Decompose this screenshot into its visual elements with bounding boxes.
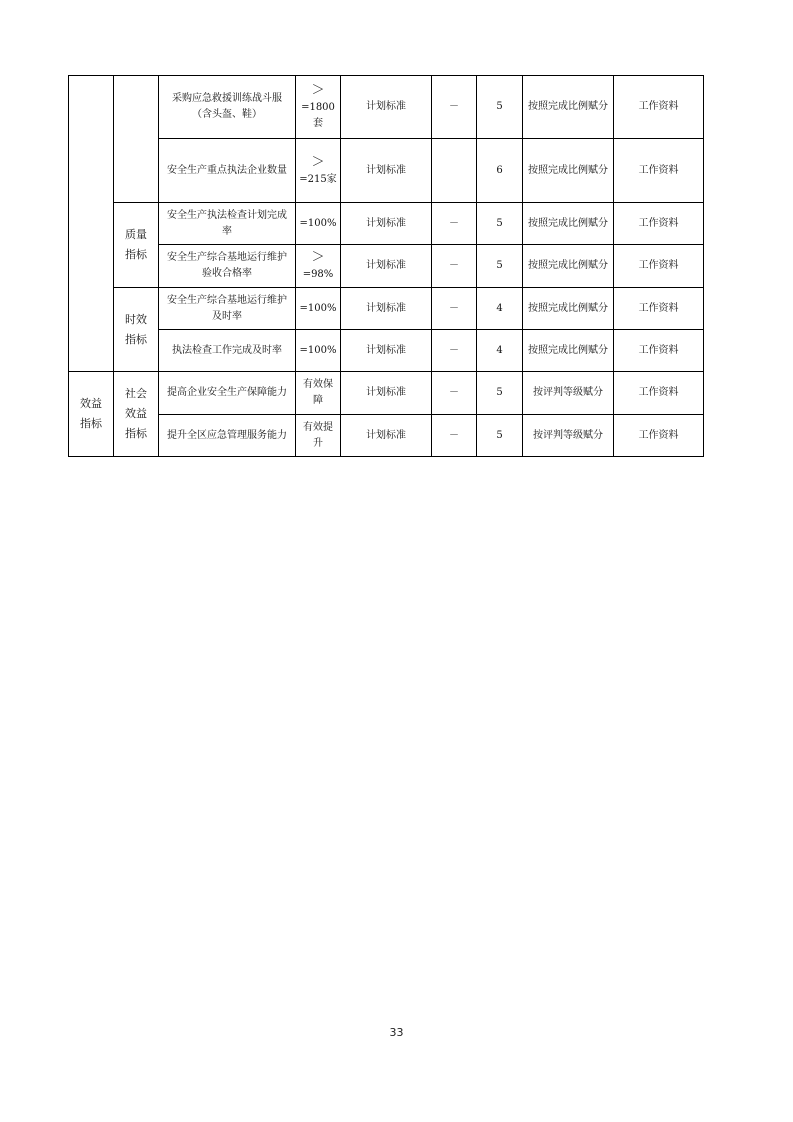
method-cell: 按照完成比例赋分 [523,245,614,288]
source-cell: 工作资料 [614,139,704,203]
level2-cell-timeliness: 时效指标 [114,288,159,372]
level2-cell-quantity [114,76,159,203]
method-cell: 按照完成比例赋分 [523,76,614,139]
target-symbol: ＞ [311,154,325,170]
dash-cell [432,139,477,203]
table-row [69,415,704,457]
source-cell: 工作资料 [614,415,704,457]
level1-cell-output [69,76,114,372]
target-symbol: ＞ [311,250,325,265]
table-row [69,76,704,139]
standard-cell: 计划标准 [341,76,432,139]
dash-cell: － [432,76,477,139]
target-value: =100% [296,203,341,245]
source-cell: 工作资料 [614,372,704,415]
target-value: 有效保障 [296,372,341,415]
target-value: =100% [296,288,341,330]
standard-cell: 计划标准 [341,415,432,457]
standard-cell: 计划标准 [341,245,432,288]
source-cell: 工作资料 [614,330,704,372]
method-cell: 按照完成比例赋分 [523,288,614,330]
table-row [69,288,704,330]
standard-cell: 计划标准 [341,330,432,372]
indicator-table [68,75,704,457]
indicator-name: 安全生产综合基地运行维护及时率 [159,288,296,330]
standard-cell: 计划标准 [341,372,432,415]
dash-cell: － [432,288,477,330]
standard-cell: 计划标准 [341,139,432,203]
method-cell: 按评判等级赋分 [523,372,614,415]
score-cell: 4 [477,330,523,372]
indicator-name: 安全生产综合基地运行维护验收合格率 [159,245,296,288]
source-cell: 工作资料 [614,245,704,288]
method-cell: 按照完成比例赋分 [523,203,614,245]
indicator-name: 安全生产重点执法企业数量 [159,139,296,203]
indicator-name: 提升全区应急管理服务能力 [159,415,296,457]
table-row [69,330,704,372]
target-value: ＞ =98% [296,245,341,288]
score-cell: 5 [477,76,523,139]
score-cell: 5 [477,203,523,245]
source-cell: 工作资料 [614,288,704,330]
target-value: ＞ =1800套 [296,76,341,139]
indicator-name: 执法检查工作完成及时率 [159,330,296,372]
source-cell: 工作资料 [614,203,704,245]
table-row [69,245,704,288]
method-cell: 按照完成比例赋分 [523,330,614,372]
indicator-name: 提高企业安全生产保障能力 [159,372,296,415]
score-cell: 5 [477,415,523,457]
target-value: =100% [296,330,341,372]
dash-cell: － [432,372,477,415]
indicator-name: 采购应急救援训练战斗服（含头盔、鞋） [159,76,296,139]
dash-cell: － [432,330,477,372]
score-cell: 5 [477,245,523,288]
score-cell: 6 [477,139,523,203]
indicator-name: 安全生产执法检查计划完成率 [159,203,296,245]
method-cell: 按评判等级赋分 [523,415,614,457]
dash-cell: － [432,203,477,245]
score-cell: 5 [477,372,523,415]
dash-cell: － [432,415,477,457]
target-value: 有效提升 [296,415,341,457]
table-row [69,139,704,203]
standard-cell: 计划标准 [341,288,432,330]
table-row [69,372,704,415]
table-row [69,203,704,245]
source-cell: 工作资料 [614,76,704,139]
level2-cell-social: 社会效益指标 [114,372,159,457]
score-cell: 4 [477,288,523,330]
standard-cell: 计划标准 [341,203,432,245]
target-value: ＞ =215家 [296,139,341,203]
level1-cell-benefit: 效益指标 [69,372,114,457]
page-number: 33 [389,1026,404,1039]
dash-cell: － [432,245,477,288]
target-symbol: ＞ [311,83,325,98]
level2-cell-quality: 质量指标 [114,203,159,288]
method-cell: 按照完成比例赋分 [523,139,614,203]
